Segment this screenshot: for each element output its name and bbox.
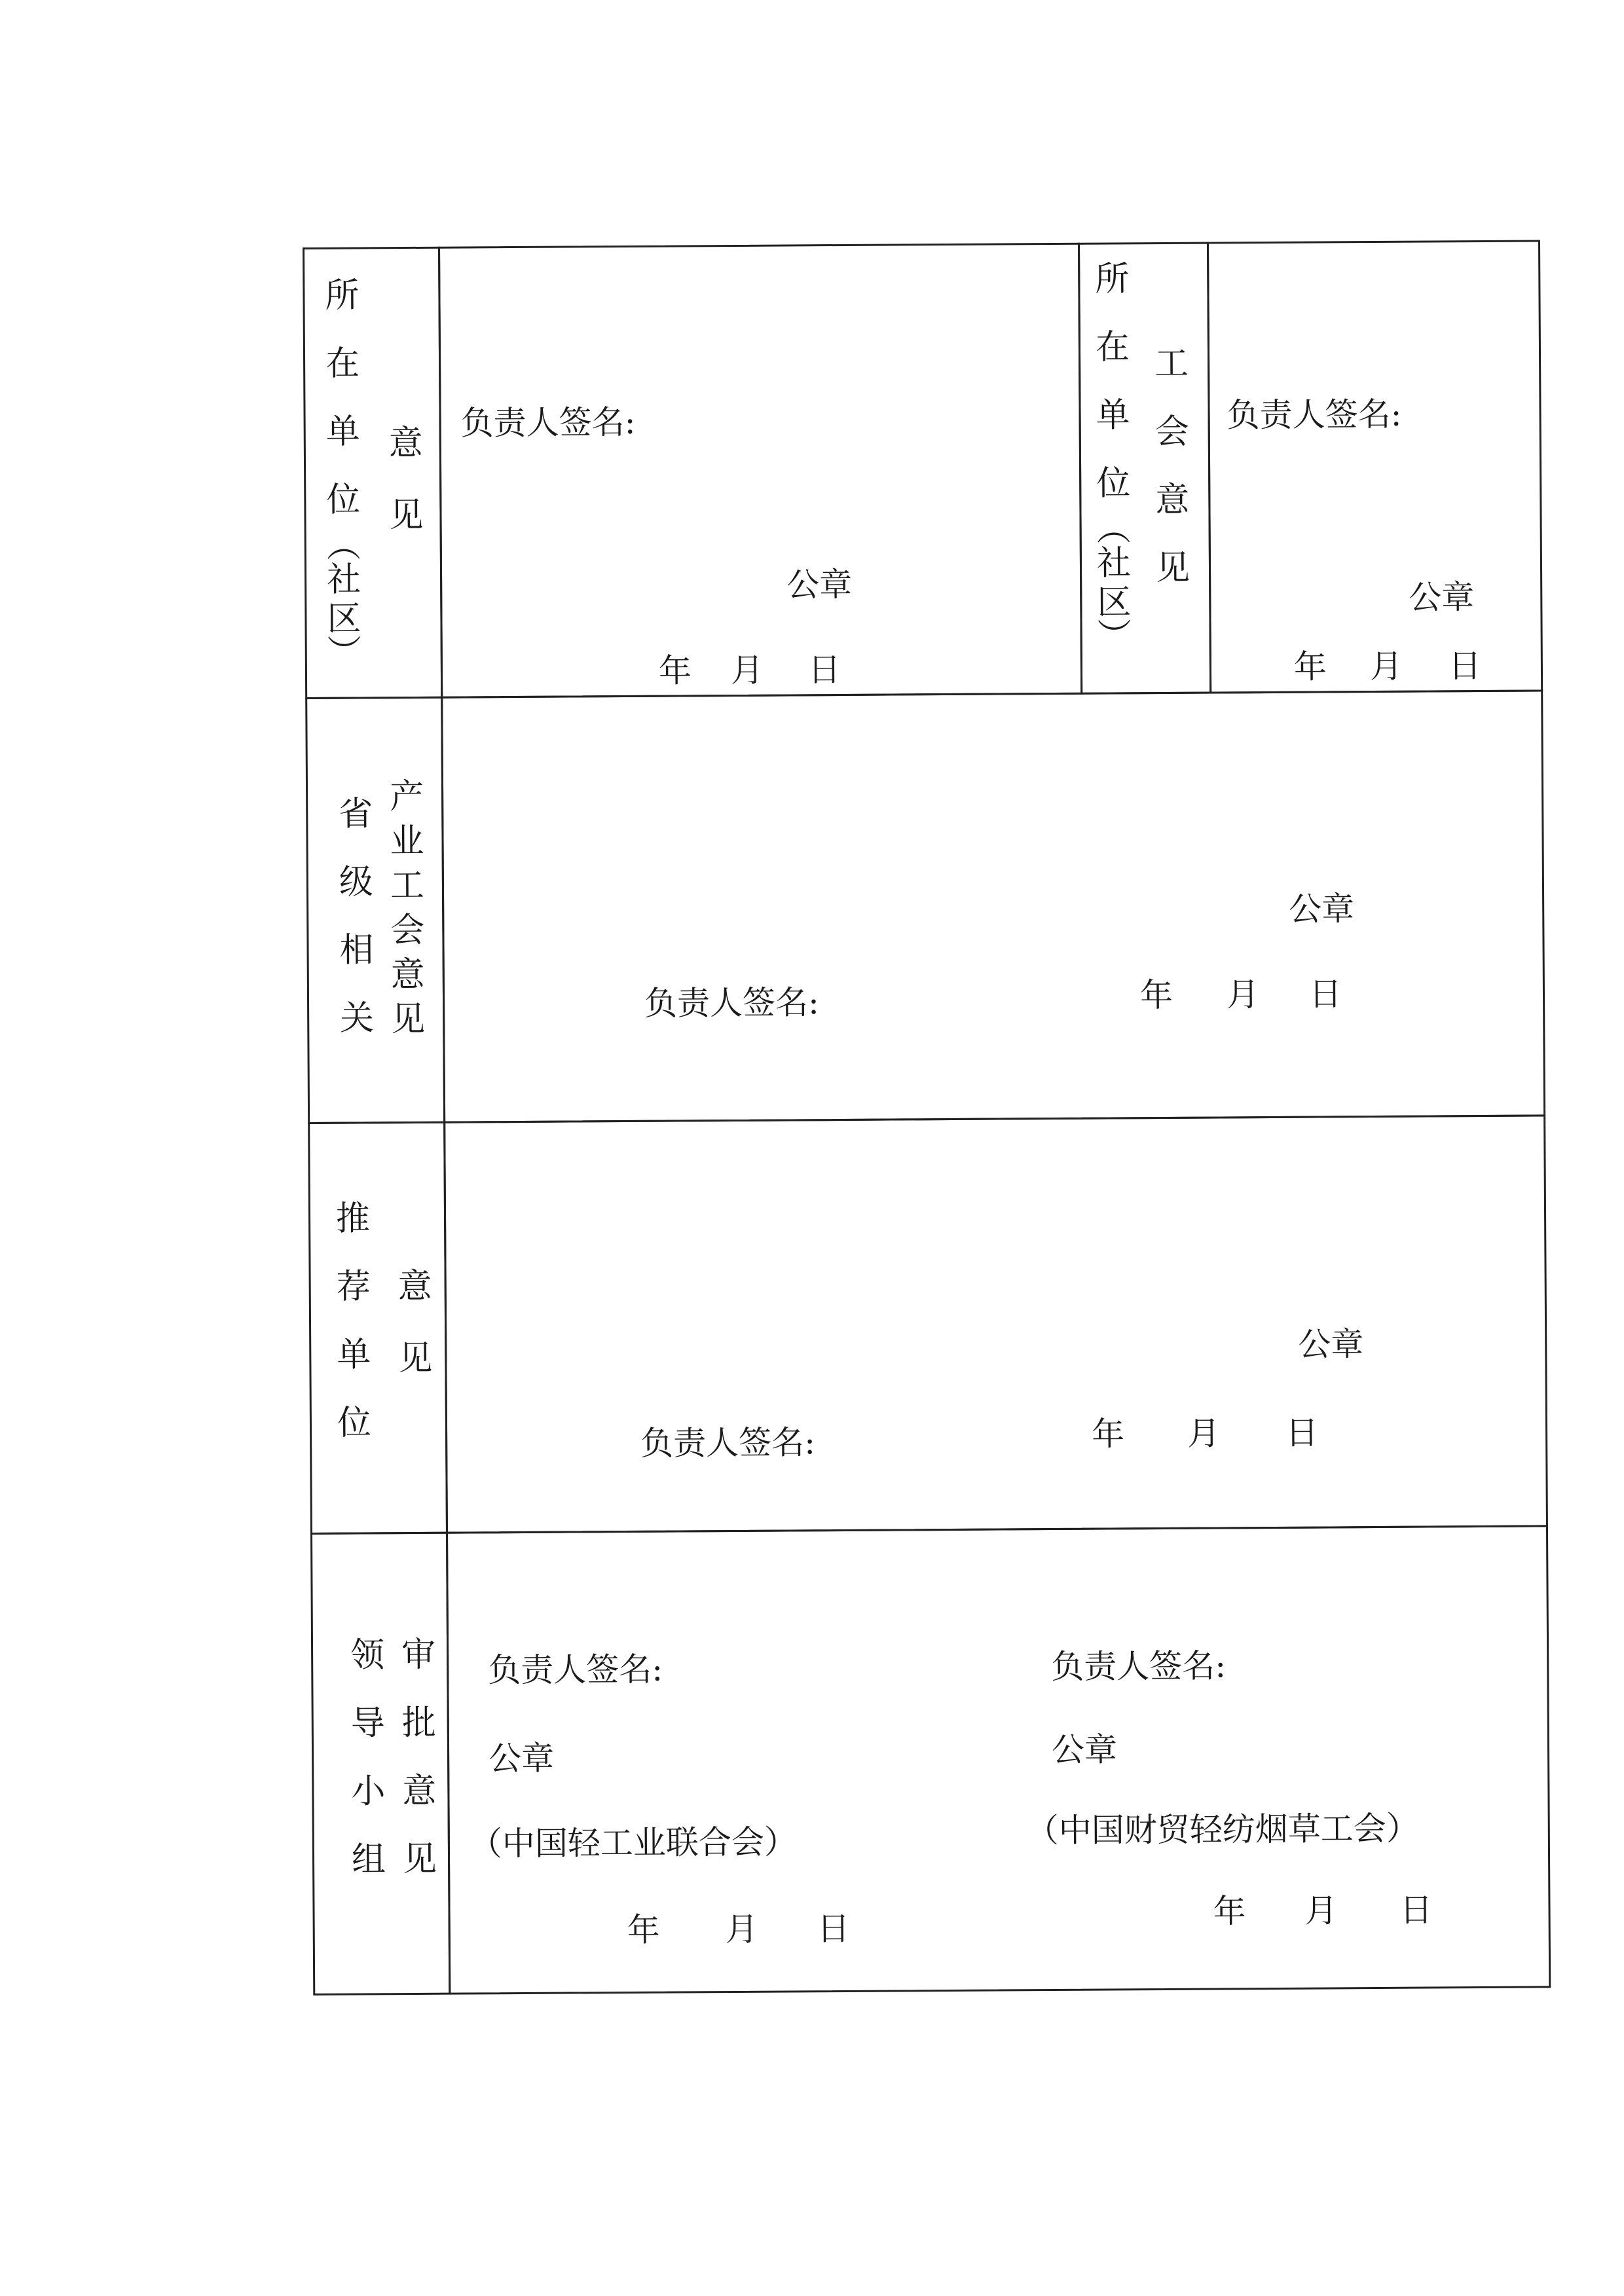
row3-content-cell[interactable] [443,1114,1548,1533]
row3-signature-label: 负责人签名: [640,1423,816,1463]
row1-right-content-cell[interactable] [1207,240,1543,693]
row4-right-signature-label: 负责人签名: [1051,1647,1227,1686]
row1-left-signature-label: 负责人签名: [460,403,636,443]
row4-right-date: 年 月 日 [1213,1891,1433,1931]
row2-date: 年 月 日 [1139,975,1342,1015]
row4-label-col1: 领 导 小 组 [350,1635,386,1880]
row2-label-col1: 省 级 相 关 [339,794,375,1038]
row3-label-col1: 推 荐 单 位 [335,1199,372,1443]
row1-left-content-cell[interactable] [438,243,1082,699]
row4-right-org-label: （中国财贸轻纺烟草工会） [1025,1809,1419,1850]
row4-right-seal-label: 公章 [1051,1730,1118,1770]
row3-label-col2: 意 见 [397,1266,433,1379]
approval-form-table [303,240,1551,1995]
row1-left-seal-label: 公章 [786,565,853,604]
row1-right-seal-label: 公章 [1409,578,1475,617]
row1-left-label-col2: 意 见 [388,423,424,536]
row2-content-cell[interactable] [441,689,1545,1123]
row4-left-signature-label: 负责人签名: [488,1650,663,1690]
row3-date: 年 月 日 [1091,1413,1319,1453]
row3-seal-label: 公章 [1298,1325,1364,1364]
row4-left-seal-label: 公章 [488,1739,555,1778]
row2-seal-label: 公章 [1289,890,1355,928]
row4-left-date: 年 月 日 [627,1909,850,1950]
row1-right-label-col2: 工 会 意 见 [1154,344,1190,589]
row1-right-label-col1: 所 在 单 位 ︵ 社 区 ︶ [1095,259,1132,657]
row1-left-date: 年 月 日 [658,650,841,690]
row4-content-cell[interactable] [446,1525,1551,1994]
row1-right-signature-label: 负责人签名: [1227,395,1402,435]
row2-label-col2: 产 业 工 会 意 见 [389,776,426,1040]
row1-left-label-col1: 所 在 单 位 ︵ 社 区 ︶ [325,276,361,673]
row2-signature-label: 负责人签名: [644,983,820,1023]
row4-left-org-label: （中国轻工业联合会） [469,1823,798,1863]
row4-label-col2: 审 批 意 见 [401,1635,437,1880]
row1-right-date: 年 月 日 [1293,647,1482,686]
